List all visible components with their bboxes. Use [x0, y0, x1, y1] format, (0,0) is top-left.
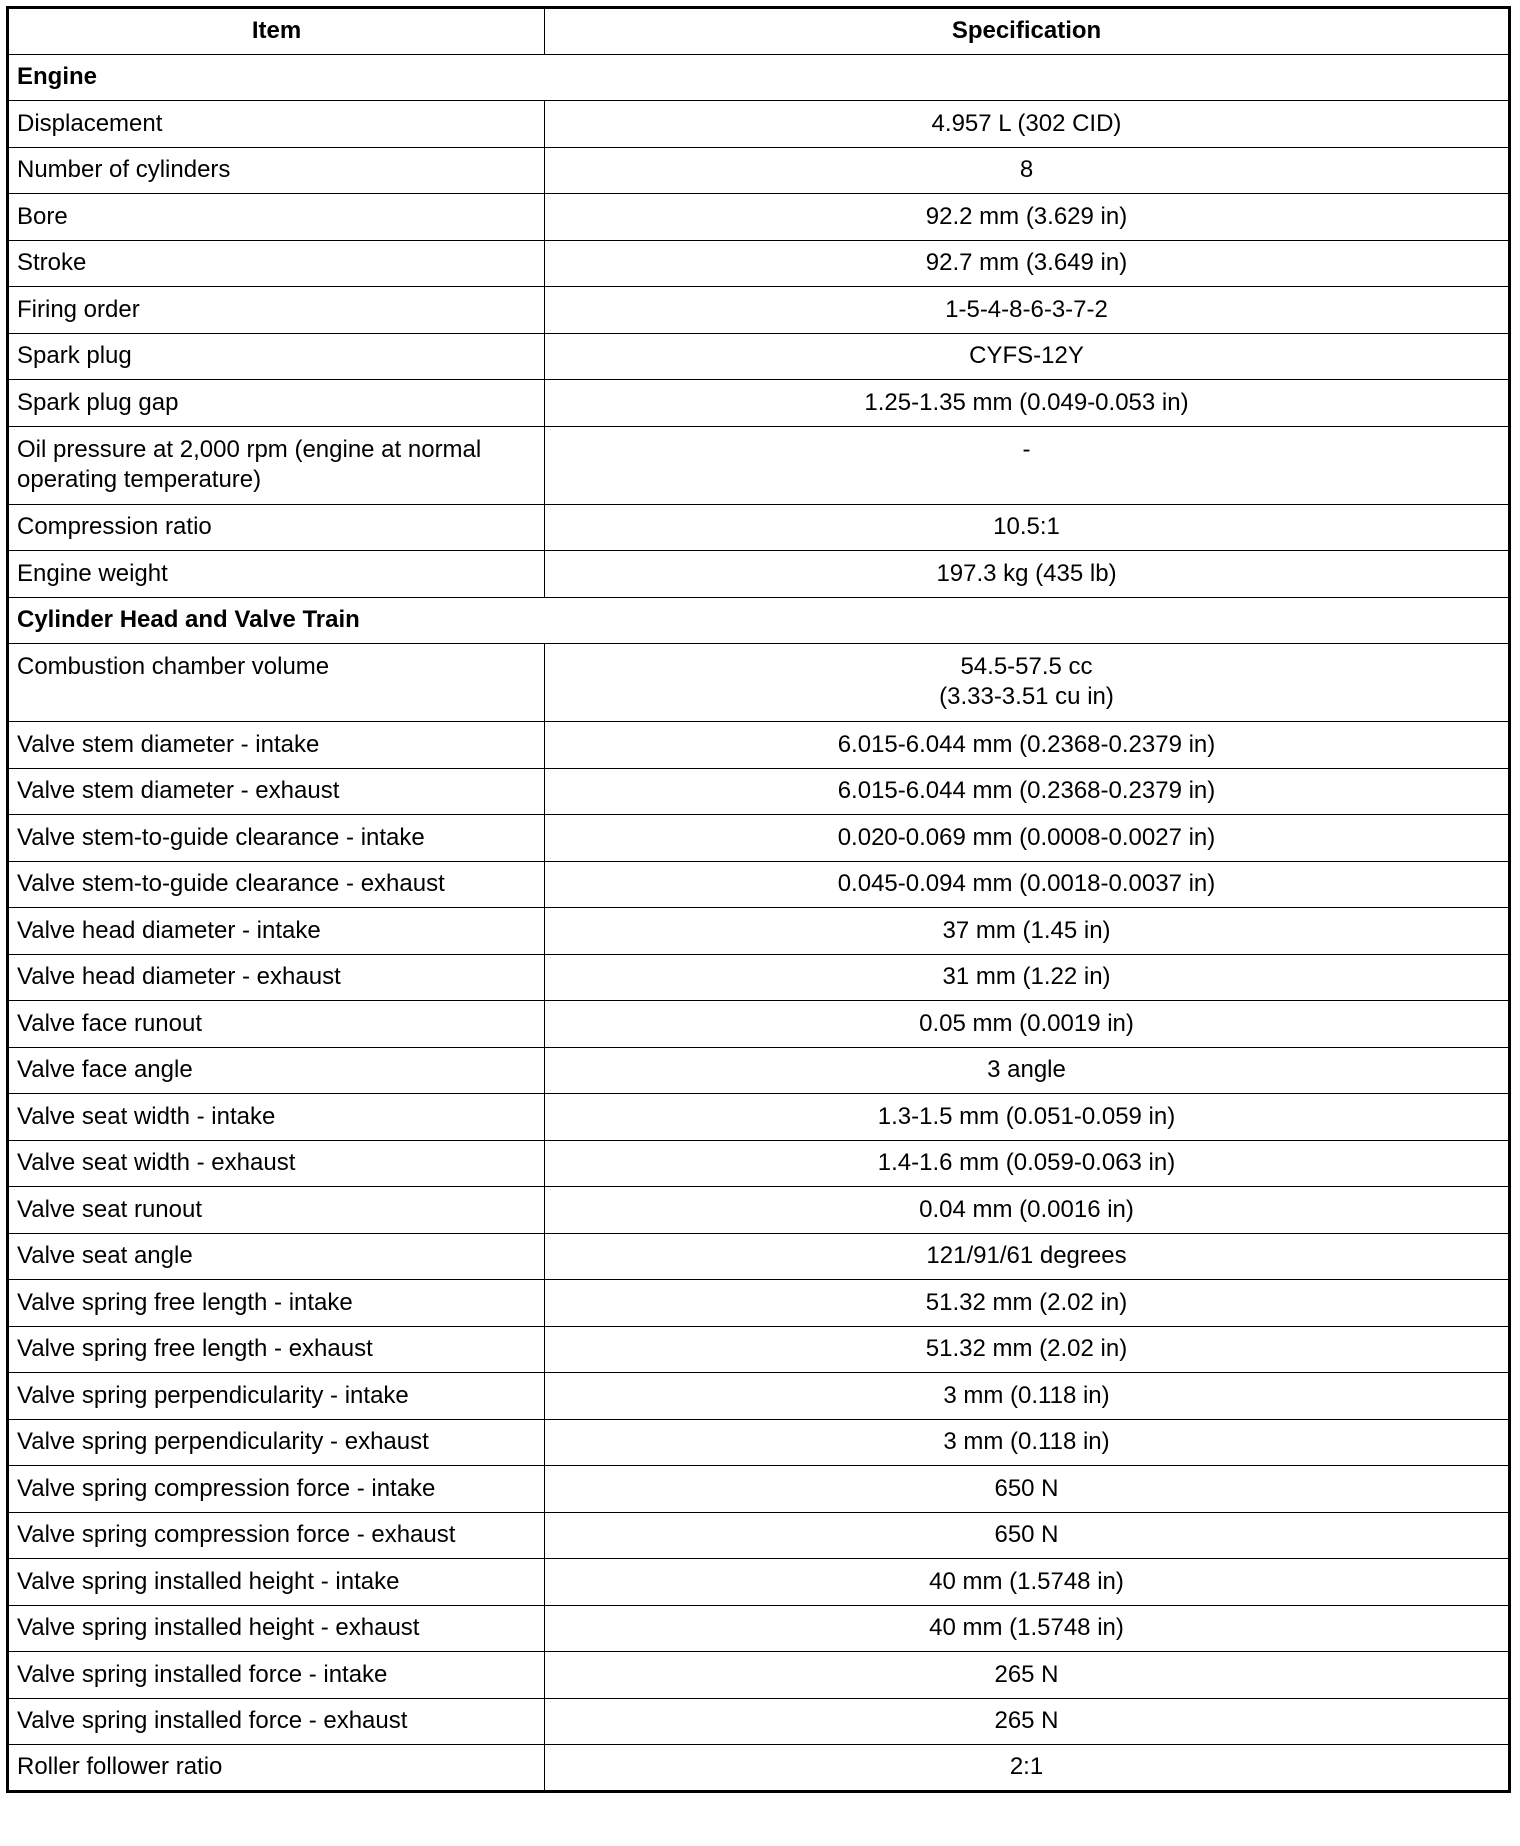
- item-cell: Valve seat width - intake: [8, 1094, 545, 1141]
- specification-cell: CYFS-12Y: [545, 333, 1510, 380]
- specification-line: (3.33-3.51 cu in): [939, 683, 1114, 710]
- specification-cell: 51.32 mm (2.02 in): [545, 1326, 1510, 1373]
- specification-cell: 1.25-1.35 mm (0.049-0.053 in): [545, 380, 1510, 427]
- table-row: [8, 1233, 1510, 1280]
- item-cell: Valve spring installed height - intake: [8, 1559, 545, 1606]
- item-cell: Valve face angle: [8, 1047, 545, 1094]
- item-cell: Combustion chamber volume: [8, 644, 545, 722]
- table-row: [8, 1745, 1510, 1792]
- specification-cell: 3 angle: [545, 1047, 1510, 1094]
- specification-cell: 6.015-6.044 mm (0.2368-0.2379 in): [545, 722, 1510, 769]
- specification-cell: 265 N: [545, 1652, 1510, 1699]
- table-row: [8, 1001, 1510, 1048]
- item-cell: Spark plug: [8, 333, 545, 380]
- item-cell: Valve stem-to-guide clearance - intake: [8, 815, 545, 862]
- table-row: [8, 1047, 1510, 1094]
- specification-cell: 2:1: [545, 1745, 1510, 1792]
- table-row: [8, 380, 1510, 427]
- table-row: [8, 1187, 1510, 1234]
- table-row: [8, 194, 1510, 241]
- table-row: [8, 147, 1510, 194]
- specification-cell: 51.32 mm (2.02 in): [545, 1280, 1510, 1327]
- specification-cell: 40 mm (1.5748 in): [545, 1559, 1510, 1606]
- specification-cell: 92.2 mm (3.629 in): [545, 194, 1510, 241]
- table-row: [8, 1140, 1510, 1187]
- item-cell: Valve head diameter - exhaust: [8, 954, 545, 1001]
- item-cell: Valve head diameter - intake: [8, 908, 545, 955]
- table-row: [8, 1280, 1510, 1327]
- item-cell: Valve seat width - exhaust: [8, 1140, 545, 1187]
- table-row: [8, 908, 1510, 955]
- item-cell: Displacement: [8, 101, 545, 148]
- item-cell: Valve stem diameter - intake: [8, 722, 545, 769]
- table-body: [8, 54, 1510, 1791]
- specification-cell: 0.05 mm (0.0019 in): [545, 1001, 1510, 1048]
- specification-cell: 31 mm (1.22 in): [545, 954, 1510, 1001]
- table-row: [8, 240, 1510, 287]
- specification-cell: 265 N: [545, 1698, 1510, 1745]
- specification-cell: 92.7 mm (3.649 in): [545, 240, 1510, 287]
- table-row: [8, 333, 1510, 380]
- specification-cell: 0.045-0.094 mm (0.0018-0.0037 in): [545, 861, 1510, 908]
- item-cell: Firing order: [8, 287, 545, 334]
- specification-cell: 0.04 mm (0.0016 in): [545, 1187, 1510, 1234]
- specification-cell: 3 mm (0.118 in): [545, 1419, 1510, 1466]
- table-row: [8, 815, 1510, 862]
- item-cell: Valve spring installed height - exhaust: [8, 1605, 545, 1652]
- table-row: [8, 1512, 1510, 1559]
- specification-cell: 4.957 L (302 CID): [545, 101, 1510, 148]
- item-cell: Valve stem-to-guide clearance - exhaust: [8, 861, 545, 908]
- table-row: [8, 101, 1510, 148]
- item-cell: Valve spring perpendicularity - exhaust: [8, 1419, 545, 1466]
- header-row: [8, 8, 1510, 55]
- specification-cell: 40 mm (1.5748 in): [545, 1605, 1510, 1652]
- item-cell: Valve spring free length - exhaust: [8, 1326, 545, 1373]
- item-cell: Bore: [8, 194, 545, 241]
- specification-cell: 1.3-1.5 mm (0.051-0.059 in): [545, 1094, 1510, 1141]
- table-row: [8, 1652, 1510, 1699]
- table-row: [8, 861, 1510, 908]
- table-row: [8, 1698, 1510, 1745]
- item-cell: Valve spring installed force - exhaust: [8, 1698, 545, 1745]
- specification-cell: 1.4-1.6 mm (0.059-0.063 in): [545, 1140, 1510, 1187]
- specification-cell: 3 mm (0.118 in): [545, 1373, 1510, 1420]
- specification-cell: 121/91/61 degrees: [545, 1233, 1510, 1280]
- table-row: [8, 768, 1510, 815]
- table-row: [8, 954, 1510, 1001]
- specification-cell: 37 mm (1.45 in): [545, 908, 1510, 955]
- item-cell: Valve spring installed force - intake: [8, 1652, 545, 1699]
- section-row: [8, 597, 1510, 644]
- item-cell: Compression ratio: [8, 504, 545, 551]
- item-column-header: Item: [8, 8, 545, 55]
- specification-cell: -: [545, 426, 1510, 504]
- section-title: Cylinder Head and Valve Train: [8, 597, 1510, 644]
- table-row: [8, 504, 1510, 551]
- table-row: [8, 1373, 1510, 1420]
- table-row: [8, 1605, 1510, 1652]
- specification-cell: [545, 644, 1510, 722]
- specification-cell: 0.020-0.069 mm (0.0008-0.0027 in): [545, 815, 1510, 862]
- item-cell: Valve spring compression force - exhaust: [8, 1512, 545, 1559]
- section-title: Engine: [8, 54, 1510, 101]
- item-cell: Oil pressure at 2,000 rpm (engine at normal operating temperature): [8, 426, 545, 504]
- item-cell: Valve face runout: [8, 1001, 545, 1048]
- item-cell: Valve seat angle: [8, 1233, 545, 1280]
- specification-cell: 6.015-6.044 mm (0.2368-0.2379 in): [545, 768, 1510, 815]
- item-cell: Valve spring free length - intake: [8, 1280, 545, 1327]
- table-row: [8, 644, 1510, 722]
- specification-cell: 1-5-4-8-6-3-7-2: [545, 287, 1510, 334]
- table-row: [8, 1466, 1510, 1513]
- item-cell: Valve spring perpendicularity - intake: [8, 1373, 545, 1420]
- specification-cell: 650 N: [545, 1466, 1510, 1513]
- specification-cell: 10.5:1: [545, 504, 1510, 551]
- specification-cell: 197.3 kg (435 lb): [545, 551, 1510, 598]
- specification-line: 54.5-57.5 cc: [960, 653, 1093, 680]
- item-cell: Valve spring compression force - intake: [8, 1466, 545, 1513]
- table-row: [8, 287, 1510, 334]
- item-cell: Stroke: [8, 240, 545, 287]
- table-row: [8, 551, 1510, 598]
- specification-cell: 8: [545, 147, 1510, 194]
- table-row: [8, 722, 1510, 769]
- specification-column-header: Specification: [545, 8, 1510, 55]
- item-cell: Spark plug gap: [8, 380, 545, 427]
- specification-cell: 650 N: [545, 1512, 1510, 1559]
- table-row: [8, 1326, 1510, 1373]
- table-row: [8, 1419, 1510, 1466]
- specification-table: [6, 6, 1511, 1793]
- item-cell: Valve stem diameter - exhaust: [8, 768, 545, 815]
- item-cell: Valve seat runout: [8, 1187, 545, 1234]
- item-cell: Number of cylinders: [8, 147, 545, 194]
- table-row: [8, 1559, 1510, 1606]
- table-row: [8, 426, 1510, 504]
- item-cell: Roller follower ratio: [8, 1745, 545, 1792]
- table-row: [8, 1094, 1510, 1141]
- section-row: [8, 54, 1510, 101]
- item-cell: Engine weight: [8, 551, 545, 598]
